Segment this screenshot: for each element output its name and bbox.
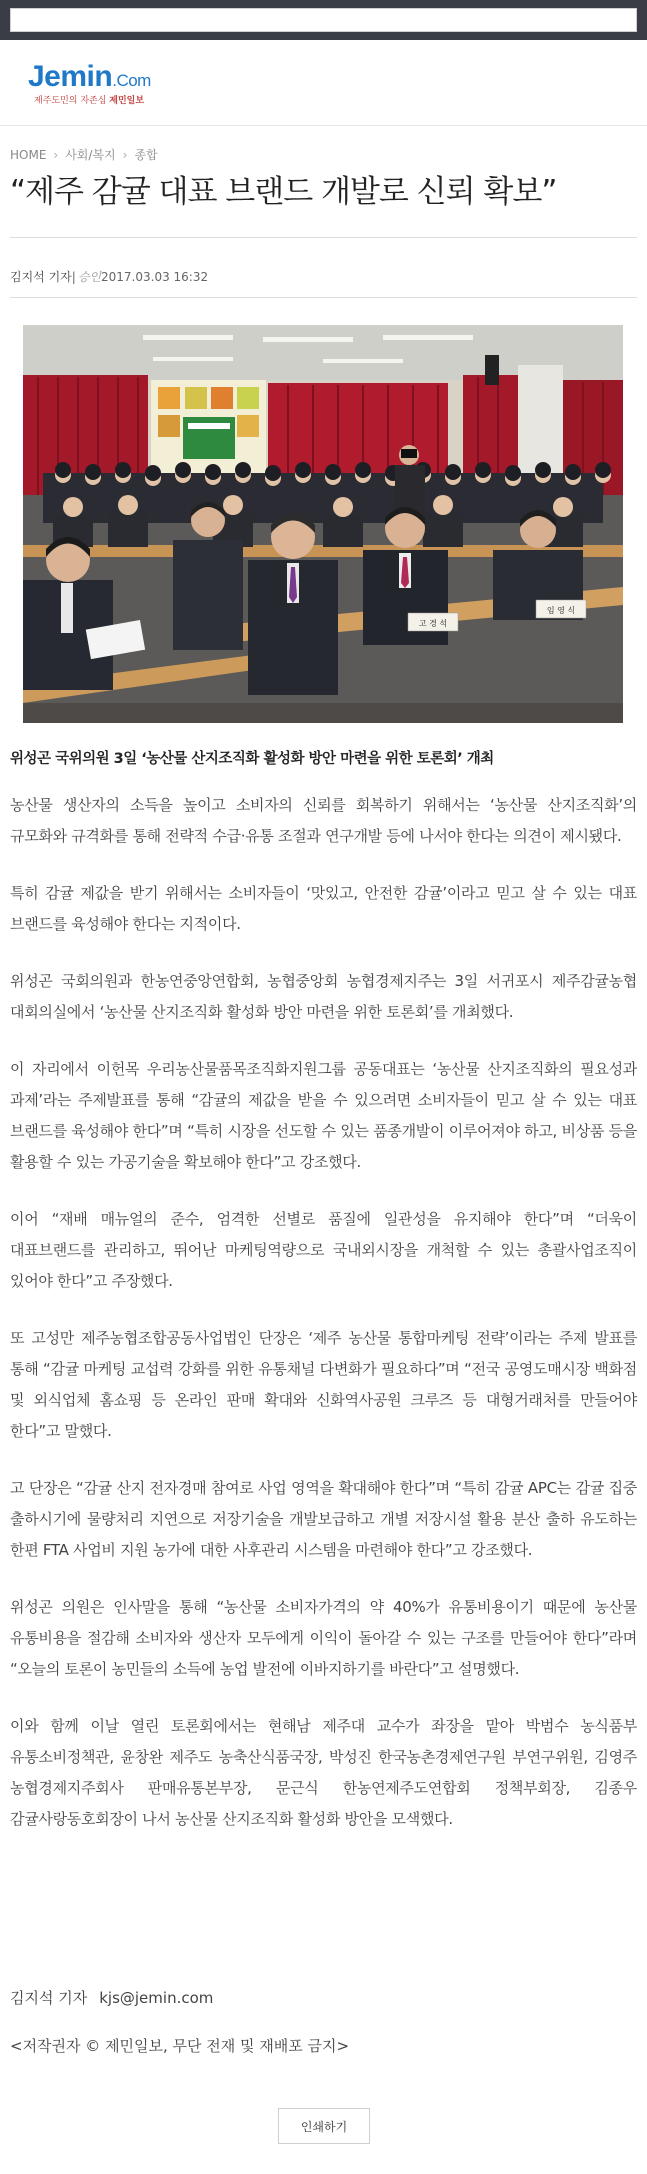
article-paragraph: 위성곤 의원은 인사말을 통해 “농산물 소비자가격의 약 40%가 유통비용이기 때문에 농산물 유통비용을 절감해 소비자와 생산자 모두에게 이익이 돌아갈 수 있는 구조를 만들어야 한다”라며 “오늘의 토론이 농민들의 소득에 농업 발전에 이바지하기를 바란다”고 설명했다. — [10, 1598, 637, 1678]
top-bar — [0, 0, 647, 40]
breadcrumb — [10, 146, 158, 163]
article-paragraph: 고 단장은 “감귤 산지 전자경매 참여로 사업 영역을 확대해야 한다”며 “특히 감귤 APC는 감귤 집중 출하시기에 물량처리 지연으로 저장기술을 개발보급하고 개별 저장시설 활용 분산 출하 유도하는 한편 FTA 사업비 지원 농가에 대한 사후관리 시스템을 마련해야 한다”고 강조했다. — [10, 1479, 637, 1559]
logo-brand: Jemin.Com — [28, 60, 151, 93]
chevron-right-icon: › — [53, 147, 59, 162]
byline-approved-label: 승인 — [77, 270, 102, 284]
title-divider — [10, 237, 637, 238]
print-button[interactable]: 인쇄하기 — [278, 2108, 370, 2144]
search-input[interactable] — [10, 8, 637, 32]
article-title: “제주 감귤 대표 브랜드 개발로 신뢰 확보” — [10, 174, 557, 210]
byline-divider — [10, 297, 637, 298]
article-paragraph: 위성곤 국회의원과 한농연중앙연합회, 농협중앙회 농협경제지주는 3일 서귀포시 제주감귤농협 대회의실에서 ‘농산물 산지조직화 활성화 방안 마련을 위한 토론회’를 개최했다. — [10, 972, 637, 1021]
article-body — [10, 790, 637, 1861]
site-logo[interactable] — [28, 60, 178, 108]
name-plate-1: 고 경 석 — [418, 619, 448, 628]
article-paragraph: 또 고성만 제주농협조합공동사업법인 단장은 ‘제주 농산물 통합마케팅 전략’이라는 주제 발표를 통해 “감귤 마케팅 교섭력 강화를 위한 유통채널 다변화가 필요하다”며 “전국 공영도매시장 백화점 및 외식업체 홈쇼핑 등 온라인 판매 확대와 신화역사공원 크루즈 등 대형거래처를 만들어야 한다”고 말했다. — [10, 1329, 637, 1440]
byline-date: 2017.03.03 16:32 — [101, 270, 209, 284]
article-paragraph: 이와 함께 이날 열린 토론회에서는 현해남 제주대 교수가 좌장을 맡아 박범수 농식품부 유통소비정책관, 윤창완 제주도 농축산식품국장, 박성진 한국농촌경제연구원 부연구위원, 김영주 농협경제지주회사 판매유통본부장, 문근식 한농연제주도연합회 정책부회장, 김종우 감귤사랑동호회장이 나서 농산물 산지조직화 활성화 방안을 모색했다. — [10, 1717, 637, 1828]
article-paragraph: 특히 감귤 제값을 받기 위해서는 소비자들이 ‘맛있고, 안전한 감귤’이라고 믿고 살 수 있는 대표 브랜드를 육성해야 한다는 지적이다. — [10, 884, 637, 933]
article-signoff — [10, 1987, 213, 2008]
article-byline: 김지석 기자| 승인2017.03.03 16:32 — [10, 270, 209, 284]
breadcrumb-subsection[interactable]: 종합 — [134, 148, 158, 162]
logo-tagline: 제주도민의 자존심 제민일보 — [34, 96, 145, 106]
article-paragraph: 농산물 생산자의 소득을 높이고 소비자의 신뢰를 회복하기 위해서는 ‘농산물 산지조직화’의 규모화와 규격화를 통해 전략적 수급·유통 조절과 연구개발 등에 나서야 한다는 의견이 제시됐다. — [10, 796, 637, 845]
name-plate-2: 임 영 식 — [546, 606, 576, 615]
signoff-email[interactable]: kjs@jemin.com — [99, 1989, 214, 2007]
article-paragraph: 이 자리에서 이헌목 우리농산물품목조직화지원그룹 공동대표는 ‘농산물 산지조직화의 필요성과 과제’라는 주제발표를 통해 “감귤의 제값을 받을 수 있으려면 소비자들이 믿고 살 수 있는 대표 브랜드를 육성해야 한다”며 “특히 시장을 선도할 수 있는 품종개발이 이루어져야 하고, 비상품 등을 활용할 수 있는 가공기술을 확보해야 한다”고 강조했다. — [10, 1060, 637, 1171]
breadcrumb-home[interactable]: HOME — [10, 147, 47, 162]
article-photo — [23, 325, 623, 723]
chevron-right-icon: › — [122, 147, 128, 162]
header-divider — [0, 125, 647, 126]
photo-caption: 위성곤 국위의원 3일 ‘농산물 산지조직화 활성화 방안 마련을 위한 토론회’ 개최 — [10, 751, 494, 767]
copyright-notice: <저작권자 © 제민일보, 무단 전재 및 재배포 금지> — [10, 2037, 350, 2055]
byline-author[interactable]: 김지석 기자 — [10, 270, 72, 284]
signoff-author: 김지석 기자 — [10, 1989, 88, 2007]
article-paragraph: 이어 “재배 매뉴얼의 준수, 엄격한 선별로 품질에 일관성을 유지해야 한다”며 “더욱이 대표브랜드를 관리하고, 뛰어난 마케팅역량으로 국내외시장을 개척할 수 있는 총괄사업조직이 있어야 한다”고 주장했다. — [10, 1210, 637, 1290]
conference-photo-illustration — [23, 325, 623, 723]
breadcrumb-section[interactable]: 사회/복지 — [65, 148, 116, 162]
